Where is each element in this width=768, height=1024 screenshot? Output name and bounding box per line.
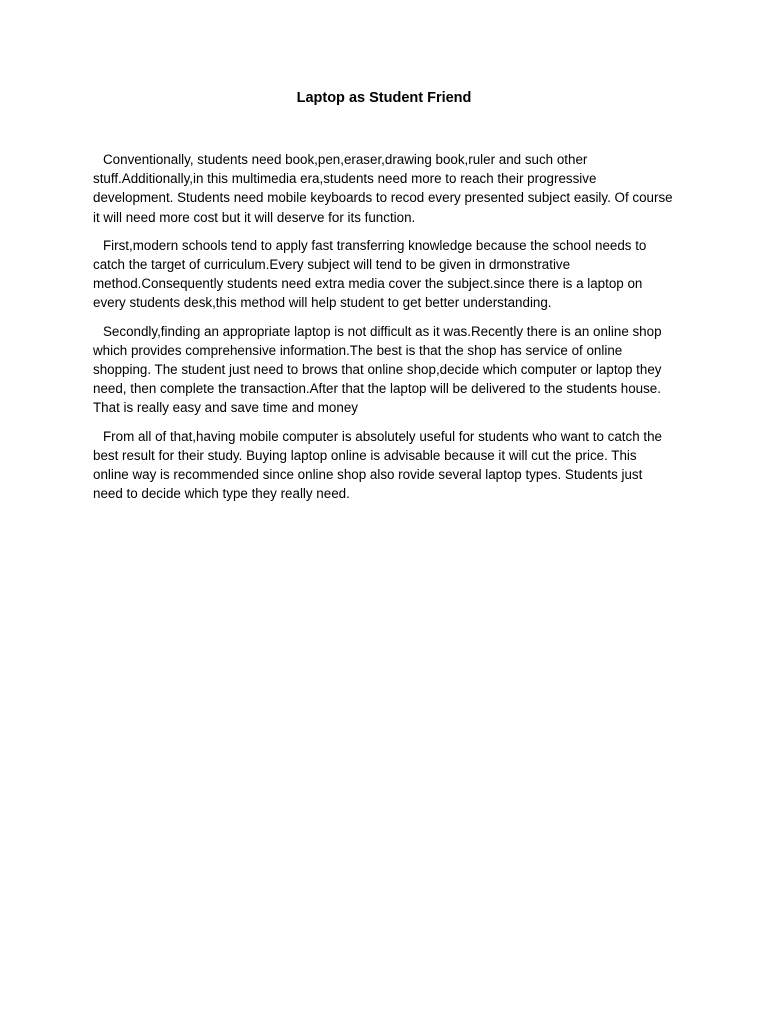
document-title: Laptop as Student Friend [296,90,472,106]
paragraph-4: From all of that,having mobile computer is absolutely useful for students who want to catch the best result for their study. Buying laptop online is advisable because it will cut the price. This online way is recommended since online shop also rovide several laptop types. Students just need to decide which type they really need. [93,428,662,502]
paragraph-2: First,modern schools tend to apply fast transferring knowledge because the school needs to catch the target of curriculum.Every subject will tend to be given in drmonstrative method.Consequently students need extra media cover the subject.since there is a laptop on every students desk,this method will help student to get better understanding. [93,237,647,311]
paragraph-1: Conventionally, students need book,pen,eraser,drawing book,ruler and such other stuff.Additionally,in this multimedia era,students need more to reach their progressive development. Students need mobile keyboards to recod every presented subject easily. Of course it will need more cost but it will deserve for its function. [93,152,673,225]
paragraph-3: Secondly,finding an appropriate laptop is not difficult as it was.Recently there is an online shop which provides comprehensive information.The best is that the shop has service of online shopping. The student just need to brows that online shop,decide which computer or laptop they need, then complete the transaction.After that the laptop will be delivered to the students house. That is really easy and save time and money [93,323,662,416]
document-body [93,150,673,512]
